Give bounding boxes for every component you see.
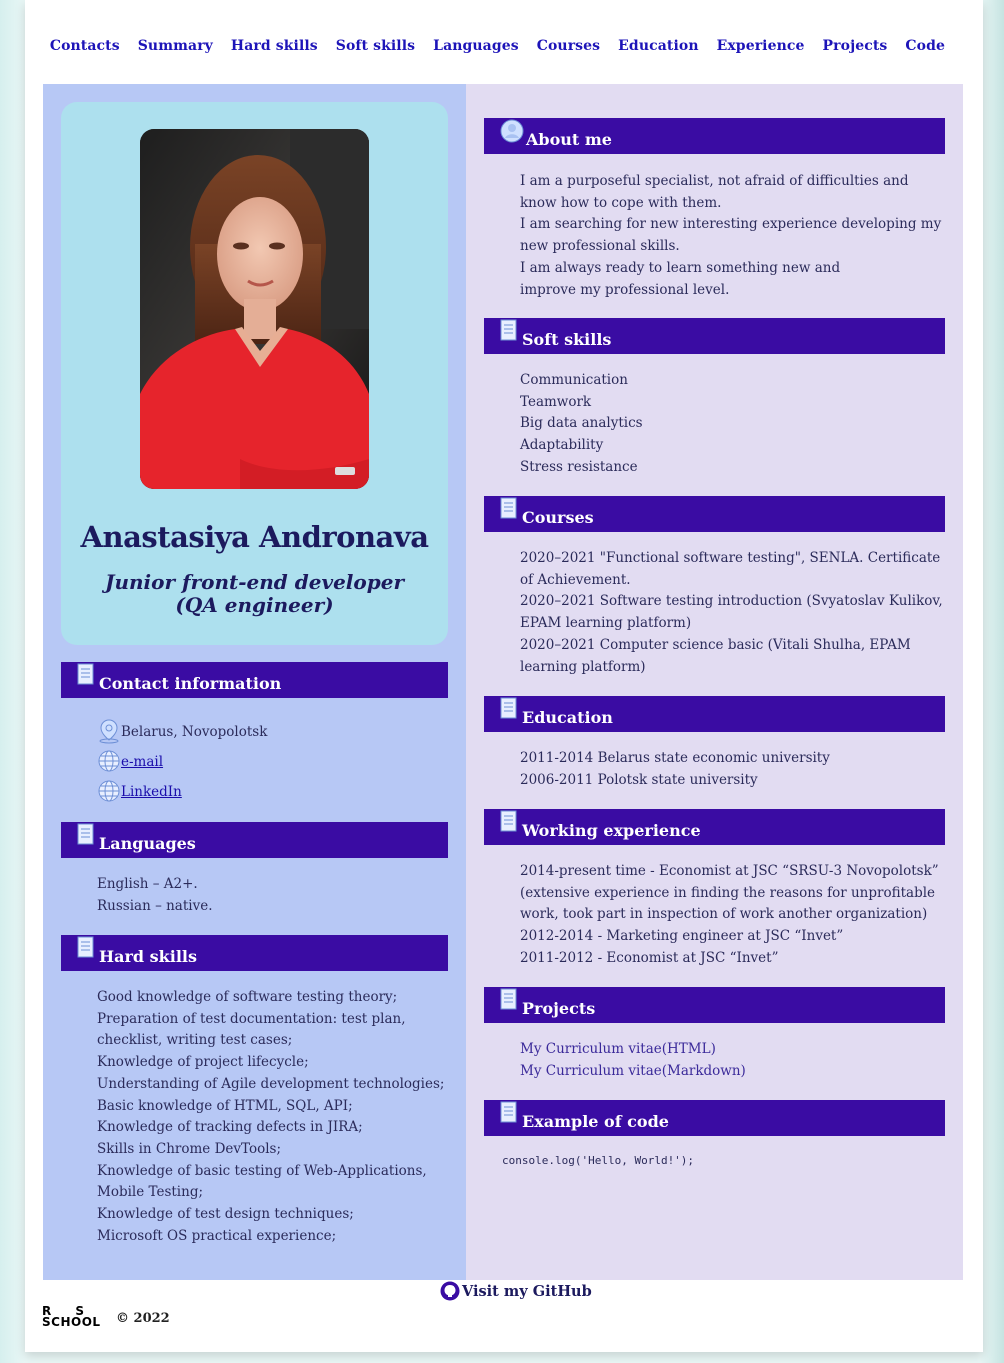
hard-skill-item: Understanding of Agile development technologies; [97,1075,445,1092]
education-list [520,748,945,791]
nav-projects[interactable]: Projects [822,38,888,54]
profile-photo [140,129,369,489]
hard-skill-item: Preparation of test documentation: test plan, checklist, writing test cases; [97,1010,406,1049]
course-item: 2020–2021 Computer science basic (Vitali Shulha, EPAM learning platform) [520,636,911,675]
location-text: Belarus, Novopolotsk [121,724,268,741]
linkedin-link[interactable]: LinkedIn [121,784,182,801]
profile-card [61,102,448,645]
nav-courses[interactable]: Courses [536,38,601,54]
nav-education[interactable]: Education [618,38,699,54]
languages-list [97,874,437,917]
copyright: © 2022 [116,1310,170,1326]
rs-school-logo[interactable]: R S SCHOOL [42,1304,101,1329]
experience-item: 2012-2014 - Marketing engineer at JSC “Invet” [520,928,844,945]
language-item: Russian – native. [97,897,213,914]
document-icon [77,663,97,687]
location-pin-icon [97,718,121,744]
code-section-title: Example of code [522,1111,669,1131]
education-item: 2011-2014 Belarus state economic university [520,750,830,766]
code-snippet: console.log('Hello, World!'); [502,1154,695,1167]
education-section-title: Education [522,707,613,727]
hard-skills-section-header [61,935,448,971]
experience-list [520,861,948,970]
document-icon [500,988,520,1012]
hard-skills-list [97,987,449,1247]
nav-summary[interactable]: Summary [137,38,213,54]
email-link[interactable]: e-mail [121,754,164,771]
project-link-html[interactable]: My Curriculum vitae(HTML) [520,1041,716,1057]
profile-name: Anastasiya Andronava [80,520,429,554]
hard-skill-item: Skills in Chrome DevTools; [97,1140,282,1157]
contact-section-title: Contact information [99,673,282,693]
courses-section-header [484,496,945,532]
hard-skill-item: Knowledge of project lifecycle; [97,1054,309,1071]
course-item: 2020–2021 Software testing introduction (Svyatoslav Kulikov, EPAM learning platform) [520,593,943,632]
about-text [520,171,945,301]
globe-icon [97,778,121,804]
document-icon [500,1101,520,1125]
soft-skill-item: Adaptability [520,437,604,454]
github-link[interactable] [440,1281,592,1301]
projects-section-header [484,987,945,1023]
left-column [43,84,466,1280]
hard-skill-item: Good knowledge of software testing theory; [97,989,398,1005]
soft-skill-item: Big data analytics [520,415,643,432]
soft-skills-list [520,370,945,479]
top-nav [25,38,983,54]
hard-skill-item: Knowledge of tracking defects in JIRA; [97,1119,363,1136]
soft-skills-section-title: Soft skills [522,329,612,349]
hard-skills-section-title: Hard skills [99,946,198,966]
document-icon [77,823,97,847]
courses-section-title: Courses [522,507,594,527]
experience-section-header [484,809,945,845]
contact-list [97,714,437,804]
about-line: improve my professional level. [520,281,730,298]
nav-languages[interactable]: Languages [433,38,519,54]
github-link-text: Visit my GitHub [462,1282,592,1300]
nav-experience[interactable]: Experience [716,38,805,54]
code-section-header [484,1100,945,1136]
nav-contacts[interactable]: Contacts [49,38,120,54]
about-line: I am searching for new interesting experience developing my new professional skills. [520,216,942,255]
document-icon [77,936,97,960]
portrait-image [140,129,369,489]
user-icon [500,119,524,143]
profile-role: Junior front-end developer (QA engineer) [105,570,404,617]
soft-skills-section-header [484,318,945,354]
courses-list [520,548,945,678]
about-section-header [484,118,945,154]
globe-icon [97,748,121,774]
about-line: I am a purposeful specialist, not afraid of difficulties and know how to cope with them. [520,173,909,211]
experience-item: 2014-present time - Economist at JSC “SRSU-3 Novopolotsk” (extensive experience in finding the reasons for unprofitable work, took part in inspection of work another organization) [520,863,939,923]
contact-section-header [61,662,448,698]
document-icon [500,319,520,343]
about-section-title: About me [526,129,612,149]
languages-section-header [61,822,448,858]
education-section-header [484,696,945,732]
hard-skill-item: Knowledge of basic testing of Web-Applications, Mobile Testing; [97,1162,427,1201]
experience-section-title: Working experience [522,820,701,840]
nav-hard-skills[interactable]: Hard skills [230,38,318,54]
soft-skill-item: Teamwork [520,393,592,410]
projects-section-title: Projects [522,998,596,1018]
hard-skill-item: Microsoft OS practical experience; [97,1227,337,1244]
contact-linkedin [97,774,437,804]
github-icon [440,1281,460,1301]
page [25,0,983,1352]
right-column [466,84,963,1280]
course-item: 2020–2021 "Functional software testing", SENLA. Certificate of Achievement. [520,550,941,588]
nav-soft-skills[interactable]: Soft skills [335,38,416,54]
projects-list [520,1039,945,1082]
document-icon [500,810,520,834]
project-link-markdown[interactable]: My Curriculum vitae(Markdown) [520,1062,746,1079]
language-item: English – A2+. [97,876,198,892]
experience-item: 2011-2012 - Economist at JSC “Invet” [520,949,779,966]
document-icon [500,697,520,721]
contact-location [97,714,437,744]
nav-code[interactable]: Code [905,38,945,54]
languages-section-title: Languages [99,833,196,853]
hard-skill-item: Basic knowledge of HTML, SQL, API; [97,1097,353,1114]
footer-left [42,1306,170,1328]
about-line: I am always ready to learn something new and [520,259,841,276]
soft-skill-item: Communication [520,372,628,388]
document-icon [500,497,520,521]
hard-skill-item: Knowledge of test design techniques; [97,1206,354,1223]
education-item: 2006-2011 Polotsk state university [520,771,758,788]
soft-skill-item: Stress resistance [520,458,638,475]
contact-email [97,744,437,774]
